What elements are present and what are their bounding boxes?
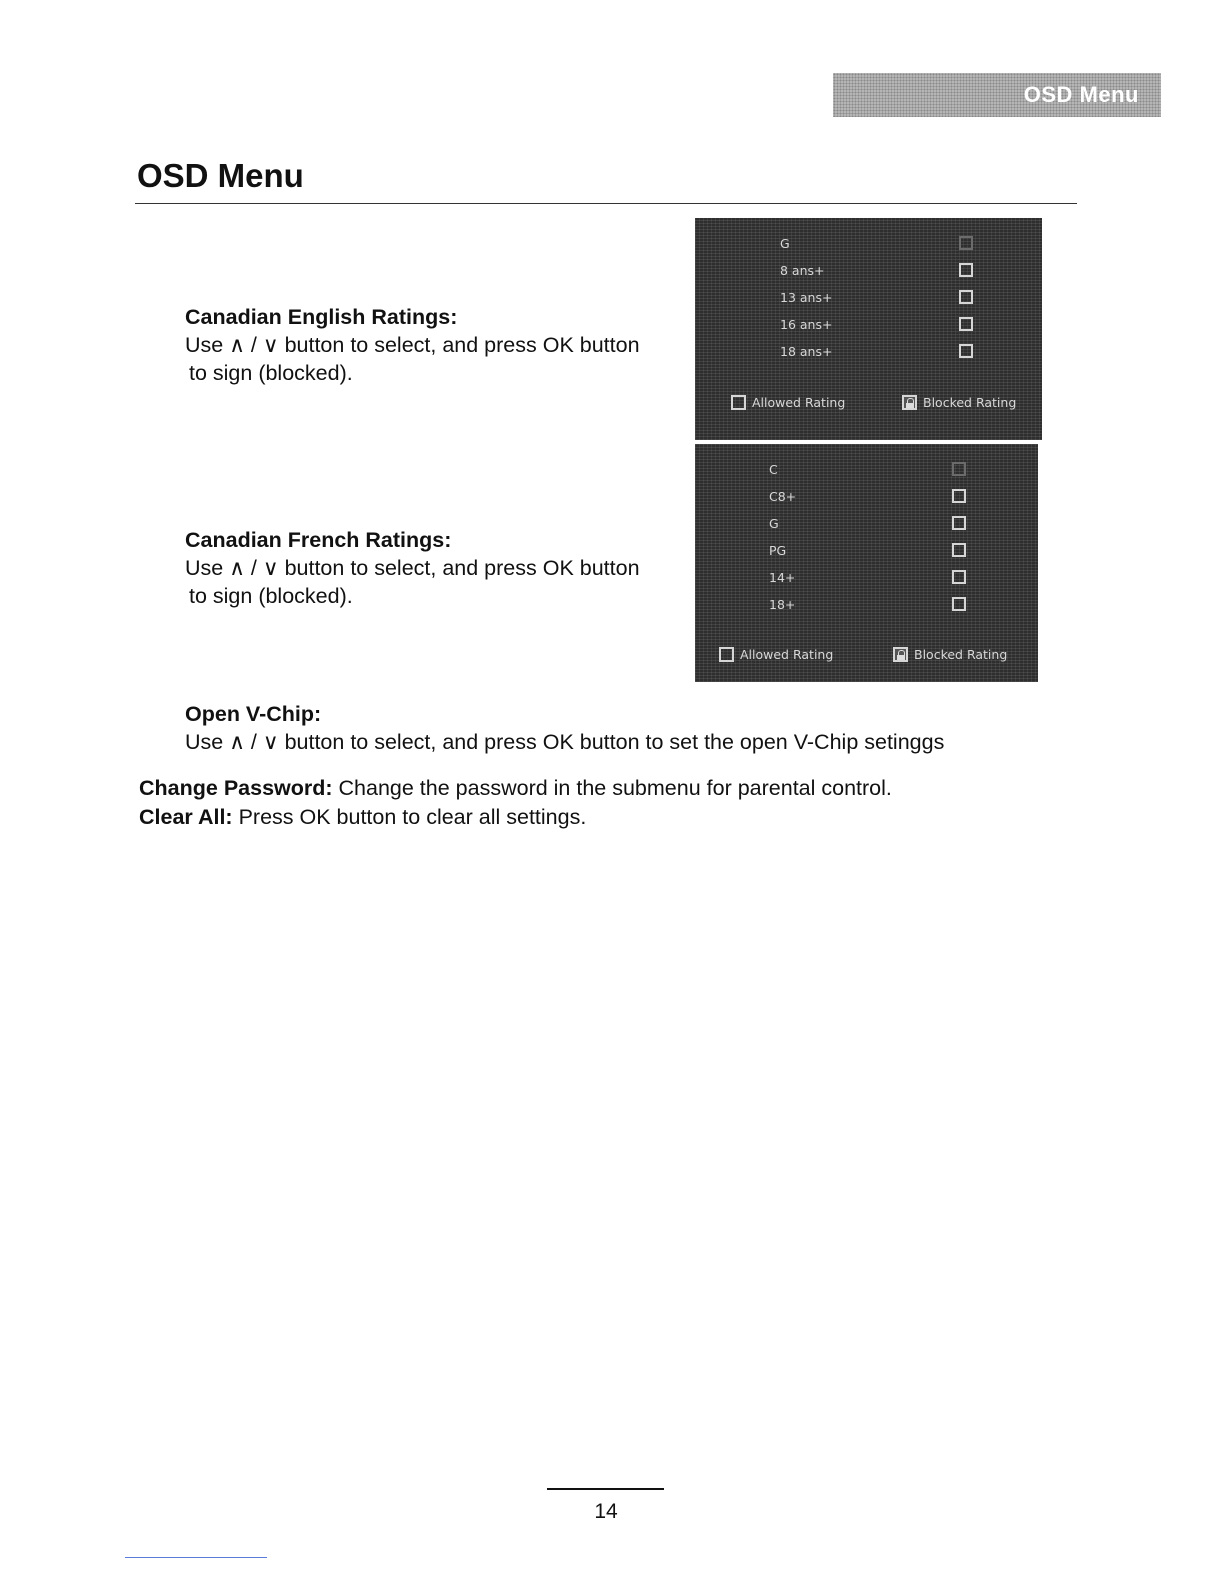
page-title: OSD Menu xyxy=(137,157,304,194)
footer-divider xyxy=(125,1557,267,1558)
english-rating-row[interactable] xyxy=(695,259,1042,286)
change-password-line xyxy=(139,774,892,803)
legend-allowed xyxy=(719,647,833,662)
checkbox-icon xyxy=(731,395,746,410)
rating-label: 18+ xyxy=(769,597,796,612)
checkbox-icon[interactable] xyxy=(959,263,973,277)
rating-label: 14+ xyxy=(769,570,796,585)
french-rating-row[interactable] xyxy=(695,566,1038,593)
legend-blocked xyxy=(893,647,1007,662)
rating-label: 18 ans+ xyxy=(780,344,833,359)
vchip-heading: Open V-Chip: xyxy=(185,702,322,726)
checkbox-icon[interactable] xyxy=(952,570,966,584)
checkbox-icon[interactable] xyxy=(952,462,966,476)
english-ratings-heading: Canadian English Ratings: xyxy=(185,305,458,329)
rating-label: PG xyxy=(769,543,787,558)
english-ratings-line2: to sign (blocked). xyxy=(189,361,353,385)
english-rating-row[interactable] xyxy=(695,313,1042,340)
vchip-section xyxy=(185,700,944,756)
english-ratings-section xyxy=(185,303,640,387)
change-password-text: Change the password in the submenu for parental control. xyxy=(332,776,892,800)
english-ratings-line1: Use ∧ / ∨ button to select, and press OK button xyxy=(185,333,640,357)
header-tab xyxy=(833,73,1161,117)
english-rating-row[interactable] xyxy=(695,340,1042,367)
settings-notes xyxy=(139,774,892,832)
legend-allowed-label: Allowed Rating xyxy=(740,647,834,662)
french-rating-row[interactable] xyxy=(695,539,1038,566)
rating-label: C8+ xyxy=(769,489,797,504)
french-rating-row[interactable] xyxy=(695,593,1038,620)
checkbox-icon[interactable] xyxy=(959,344,973,358)
vchip-line1: Use ∧ / ∨ button to select, and press OK button to set the open V-Chip setinggs xyxy=(185,730,945,754)
page-number-rule xyxy=(547,1488,664,1490)
legend-blocked-label: Blocked Rating xyxy=(914,647,1008,662)
french-ratings-line2: to sign (blocked). xyxy=(189,584,353,608)
french-rating-row[interactable] xyxy=(695,458,1038,485)
clear-all-text: Press OK button to clear all settings. xyxy=(232,805,587,829)
english-rating-row[interactable] xyxy=(695,286,1042,313)
legend-blocked-label: Blocked Rating xyxy=(923,395,1017,410)
page-number: 14 xyxy=(594,1500,618,1523)
checkbox-icon[interactable] xyxy=(952,543,966,557)
english-legend xyxy=(695,395,1042,421)
checkbox-icon[interactable] xyxy=(952,597,966,611)
lock-icon xyxy=(893,647,908,662)
title-divider xyxy=(135,203,1077,204)
clear-all-label: Clear All: xyxy=(139,805,233,829)
lock-icon xyxy=(902,395,917,410)
french-rating-row[interactable] xyxy=(695,512,1038,539)
french-rating-row[interactable] xyxy=(695,485,1038,512)
change-password-label: Change Password: xyxy=(139,776,333,800)
checkbox-icon[interactable] xyxy=(952,489,966,503)
header-tab-label: OSD Menu xyxy=(1023,82,1139,107)
checkbox-icon[interactable] xyxy=(959,236,973,250)
rating-label: G xyxy=(769,516,779,531)
checkbox-icon[interactable] xyxy=(959,290,973,304)
checkbox-icon[interactable] xyxy=(959,317,973,331)
english-ratings-screen xyxy=(695,218,1042,440)
french-ratings-screen xyxy=(695,444,1038,682)
french-ratings-line1: Use ∧ / ∨ button to select, and press OK button xyxy=(185,556,640,580)
legend-allowed-label: Allowed Rating xyxy=(752,395,846,410)
rating-label: 16 ans+ xyxy=(780,317,833,332)
english-rating-row[interactable] xyxy=(695,232,1042,259)
rating-label: C xyxy=(769,462,778,477)
rating-label: 8 ans+ xyxy=(780,263,825,278)
french-ratings-section xyxy=(185,526,640,610)
rating-label: G xyxy=(780,236,790,251)
rating-label: 13 ans+ xyxy=(780,290,833,305)
clear-all-line xyxy=(139,803,892,832)
legend-blocked xyxy=(902,395,1016,410)
checkbox-icon[interactable] xyxy=(952,516,966,530)
french-ratings-heading: Canadian French Ratings: xyxy=(185,528,452,552)
legend-allowed xyxy=(731,395,845,410)
french-legend xyxy=(695,647,1038,673)
checkbox-icon xyxy=(719,647,734,662)
